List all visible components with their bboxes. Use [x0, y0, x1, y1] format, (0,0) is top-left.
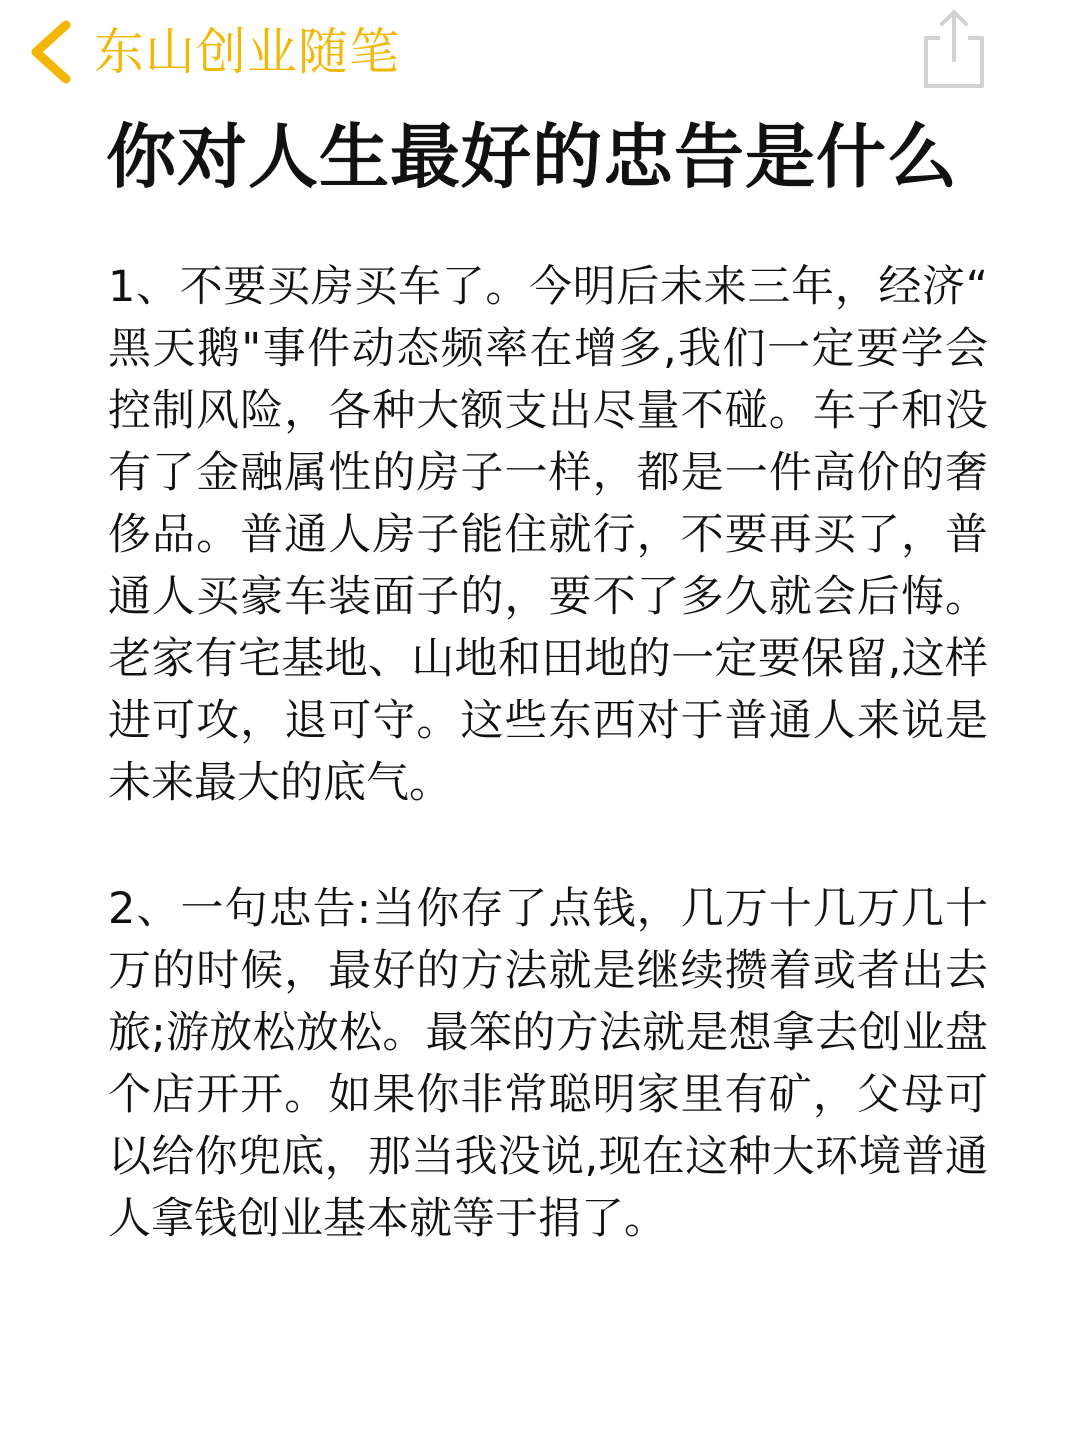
paragraph-1: 1、不要买房买车了。今明后未来三年，经济“ 黑天鹅"事件动态频率在增多,我们一定要学会控制风险，各种大额支出尽量不碰。车子和没有了金融属性的房子一样，都是一件高价的奢侈品。普通人房子能住就行，不要再买了，普通人买豪车装面子的，要不了多久就会后悔。老家有宅基地、山地和田地的一定要保留,这样进可攻，退可守。这些东西对于普通人来说是未来最大的底气。	[108, 262, 988, 808]
share-button[interactable]	[918, 6, 990, 92]
share-icon	[918, 6, 990, 92]
note-body	[108, 256, 988, 1250]
paragraph-2: 2、一句忠告:当你存了点钱，几万十几万几十万的时候，最好的方法就是继续攒着或者出去旅;游放松放松。最笨的方法就是想拿去创业盘个店开开。如果你非常聪明家里有矿，父母可以给你兜底，那当我没说,现在这种大环境普通人拿钱创业基本就等于捐了。	[108, 884, 988, 1244]
chevron-left-icon	[22, 17, 82, 87]
back-button[interactable]	[22, 12, 400, 92]
nav-bar	[0, 0, 1080, 110]
back-label: 东山创业随笔	[94, 23, 400, 81]
note-title: 你对人生最好的忠告是什么	[106, 116, 958, 198]
